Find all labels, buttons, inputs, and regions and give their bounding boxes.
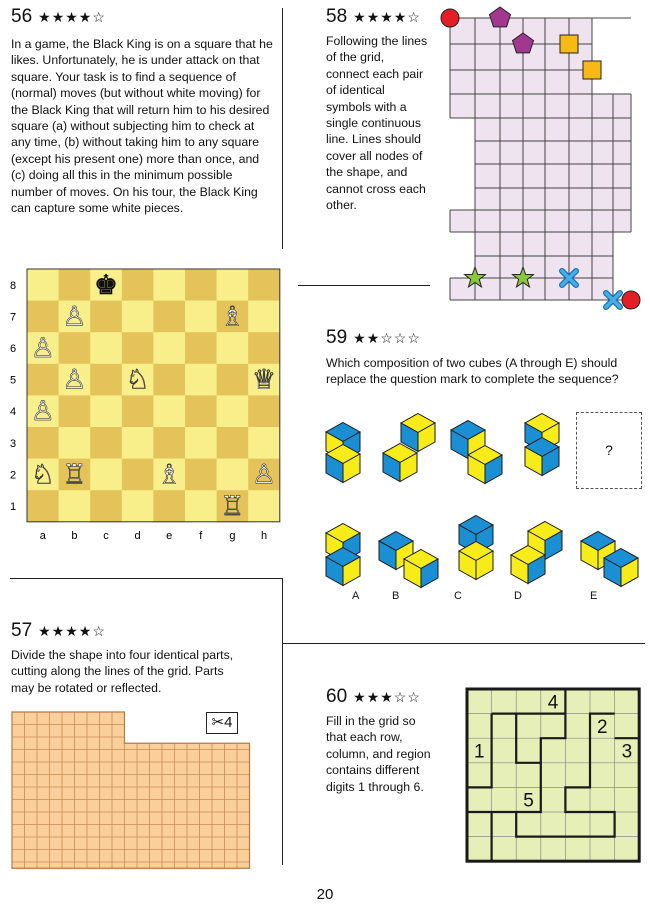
grid-cell bbox=[500, 70, 523, 94]
grid-cell bbox=[523, 118, 545, 141]
given-digit: 5 bbox=[523, 790, 534, 812]
chess-board bbox=[0, 262, 290, 552]
cube-pair-sequence-2 bbox=[383, 414, 435, 482]
cube-pair-option-b bbox=[379, 532, 438, 588]
chess-piece-white-pawn: ♙ bbox=[30, 333, 55, 363]
board-square bbox=[59, 269, 91, 301]
chess-piece-white-bishop: ♗ bbox=[220, 301, 245, 332]
puzzle-59-header bbox=[326, 327, 421, 349]
given-digit: 2 bbox=[597, 716, 608, 738]
chess-piece-white-rook: ♖ bbox=[220, 491, 245, 521]
chess-piece-white-pawn: ♙ bbox=[62, 301, 87, 332]
rank-label: 5 bbox=[10, 374, 17, 387]
purple-pentagon-icon bbox=[490, 7, 511, 27]
given-digit: 4 bbox=[547, 692, 559, 714]
grid-cell bbox=[545, 188, 569, 210]
grid-cell bbox=[592, 94, 613, 118]
board-square bbox=[248, 269, 280, 301]
grid-cell bbox=[569, 188, 592, 210]
grid-cell bbox=[475, 70, 500, 94]
grid-cell bbox=[613, 94, 631, 118]
puzzle-58-header bbox=[326, 6, 421, 28]
grid-cell bbox=[592, 210, 613, 232]
grid-cell bbox=[450, 94, 475, 118]
board-square bbox=[153, 395, 185, 427]
puzzle-56-header bbox=[11, 6, 106, 28]
board-square bbox=[122, 301, 154, 333]
grid-cell bbox=[523, 70, 545, 94]
question-mark: ? bbox=[605, 442, 613, 458]
shape-fill bbox=[12, 712, 250, 868]
grid-cell bbox=[592, 118, 613, 141]
chess-piece-white-rook: ♖ bbox=[62, 459, 87, 490]
board-square bbox=[217, 459, 249, 491]
puzzle-60-header bbox=[326, 686, 421, 708]
board-square bbox=[122, 459, 154, 491]
option-label-d[interactable]: D bbox=[514, 590, 522, 602]
puzzle-number: 59 bbox=[326, 327, 348, 348]
puzzle-59-text: Which composition of two cubes (A through E) should replace the question mark to complete the sequence? bbox=[326, 356, 619, 387]
grid-cell bbox=[500, 188, 523, 210]
grid-cell bbox=[613, 141, 631, 164]
grid-cell bbox=[569, 141, 592, 164]
chess-piece-white-pawn: ♙ bbox=[62, 364, 87, 395]
board-square bbox=[217, 332, 249, 364]
board-square bbox=[90, 427, 122, 459]
grid-cell bbox=[500, 210, 523, 232]
chess-piece-white-knight: ♘ bbox=[30, 459, 55, 490]
link-grid bbox=[436, 0, 650, 318]
rank-label: 7 bbox=[10, 311, 17, 324]
file-label: c bbox=[103, 529, 109, 542]
board-square bbox=[90, 459, 122, 491]
grid-cell bbox=[569, 94, 592, 118]
board-square bbox=[153, 364, 185, 396]
board-square bbox=[27, 301, 59, 333]
file-label: e bbox=[166, 529, 173, 542]
chess-piece-white-bishop: ♗ bbox=[157, 459, 182, 490]
board-square bbox=[27, 269, 59, 301]
cube-pair-option-d bbox=[511, 522, 562, 584]
board-square bbox=[248, 301, 280, 333]
cube-pair-sequence-4 bbox=[525, 414, 559, 476]
grid-cell bbox=[613, 210, 631, 232]
board-square bbox=[90, 490, 122, 522]
divider-59-60 bbox=[282, 643, 645, 644]
cube-pair-option-a bbox=[326, 524, 360, 586]
sudoku-grid bbox=[464, 686, 644, 864]
page-number: 20 bbox=[316, 886, 334, 903]
board-square bbox=[59, 332, 91, 364]
grid-cell bbox=[592, 164, 613, 188]
puzzle-57-text: Divide the shape into four identical parts, cutting along the lines of the grid. Parts may be rotated or reflected. bbox=[11, 648, 234, 695]
grid-cell bbox=[545, 164, 569, 188]
board-square bbox=[217, 269, 249, 301]
file-label: f bbox=[199, 529, 203, 542]
grid-cell bbox=[475, 164, 500, 188]
file-label: g bbox=[229, 529, 236, 542]
grid-cell bbox=[450, 210, 475, 232]
grid-cell bbox=[613, 164, 631, 188]
grid-cell bbox=[475, 141, 500, 164]
puzzle-number: 56 bbox=[11, 6, 33, 27]
board-square bbox=[217, 395, 249, 427]
board-square bbox=[248, 332, 280, 364]
rank-label: 1 bbox=[10, 501, 17, 513]
board-square bbox=[90, 301, 122, 333]
board-square bbox=[153, 490, 185, 522]
grid-cell bbox=[475, 188, 500, 210]
option-label-e[interactable]: E bbox=[590, 590, 598, 602]
rank-label: 8 bbox=[10, 279, 17, 292]
grid-cell bbox=[500, 164, 523, 188]
grid-cell bbox=[523, 141, 545, 164]
grid-cell bbox=[545, 210, 569, 232]
grid-cell bbox=[569, 164, 592, 188]
board-square bbox=[153, 301, 185, 333]
grid-cell bbox=[613, 188, 631, 210]
difficulty-stars: ★★★★☆ bbox=[38, 623, 106, 639]
grid-cell bbox=[500, 232, 523, 256]
puzzle-58-text: Following the lines of the grid, connect each pair of identical symbols with a single continuous line. Lines should cover all nodes of the shape, and cannot cross each other. bbox=[326, 34, 428, 213]
file-label: b bbox=[71, 529, 78, 542]
divider-56-57 bbox=[10, 578, 282, 579]
file-label: d bbox=[134, 529, 141, 542]
option-label-c[interactable]: C bbox=[454, 590, 462, 602]
board-square bbox=[185, 269, 217, 301]
board-square bbox=[185, 459, 217, 491]
board-square bbox=[153, 427, 185, 459]
grid-cell bbox=[592, 232, 613, 256]
board-square bbox=[59, 427, 91, 459]
given-digit: 3 bbox=[621, 741, 633, 763]
difficulty-stars: ★★★★☆ bbox=[38, 9, 106, 25]
puzzle-57-header bbox=[11, 620, 106, 642]
cube-pair-option-c bbox=[459, 516, 493, 580]
board-square bbox=[90, 395, 122, 427]
rank-label: 4 bbox=[10, 406, 17, 419]
board-square bbox=[217, 364, 249, 396]
board-square bbox=[248, 427, 280, 459]
rank-label: 3 bbox=[10, 437, 17, 450]
grid-cell bbox=[475, 94, 500, 118]
board-square bbox=[185, 332, 217, 364]
board-square bbox=[122, 332, 154, 364]
rank-label: 2 bbox=[10, 469, 17, 482]
chess-piece-white-pawn: ♙ bbox=[251, 459, 277, 490]
grid-cell bbox=[592, 188, 613, 210]
difficulty-stars: ★★★★☆ bbox=[353, 9, 421, 25]
board-square bbox=[90, 364, 122, 396]
file-label: a bbox=[39, 529, 46, 542]
board-square bbox=[248, 490, 280, 522]
board-square bbox=[59, 395, 91, 427]
board-square bbox=[59, 490, 91, 522]
board-square bbox=[122, 395, 154, 427]
option-label-a[interactable]: A bbox=[352, 590, 360, 602]
board-square bbox=[185, 490, 217, 522]
orange-square-icon bbox=[560, 35, 578, 53]
board-square bbox=[185, 364, 217, 396]
grid-cell bbox=[523, 94, 545, 118]
board-square bbox=[248, 395, 280, 427]
grid-cell bbox=[545, 70, 569, 94]
chess-piece-white-pawn: ♙ bbox=[30, 396, 55, 427]
grid-cell bbox=[500, 118, 523, 141]
divider-58-59 bbox=[298, 285, 430, 286]
times-four-badge bbox=[206, 712, 238, 734]
grid-cell bbox=[569, 232, 592, 256]
grid-cell bbox=[523, 232, 545, 256]
grid-cell bbox=[592, 256, 613, 278]
grid-cell bbox=[475, 118, 500, 141]
grid-cell bbox=[523, 164, 545, 188]
scissors-icon: ✂ bbox=[211, 714, 225, 731]
puzzle-number: 60 bbox=[326, 686, 348, 707]
board-square bbox=[185, 395, 217, 427]
difficulty-stars: ★★☆☆☆ bbox=[353, 330, 421, 346]
grid-cell bbox=[592, 141, 613, 164]
grid-cell bbox=[545, 232, 569, 256]
chess-piece-white-knight: ♘ bbox=[125, 364, 150, 395]
red-circle-icon bbox=[622, 291, 640, 309]
board-square bbox=[122, 269, 154, 301]
cube-pair-sequence-1 bbox=[326, 423, 360, 483]
red-circle-icon bbox=[441, 9, 459, 27]
grid-cell bbox=[613, 118, 631, 141]
chess-piece-white-queen: ♕ bbox=[251, 364, 277, 395]
grid-cell bbox=[500, 94, 523, 118]
grid-cell bbox=[500, 141, 523, 164]
orange-square-icon bbox=[583, 61, 601, 79]
board-square bbox=[153, 269, 185, 301]
grid-cell bbox=[475, 44, 500, 70]
grid-background bbox=[467, 689, 639, 861]
cube-pair-sequence-3 bbox=[451, 421, 502, 484]
board-square bbox=[153, 332, 185, 364]
option-labels bbox=[0, 590, 650, 604]
column-divider-top bbox=[282, 8, 283, 249]
grid-cell bbox=[523, 210, 545, 232]
board-square bbox=[185, 427, 217, 459]
grid-cell bbox=[450, 44, 475, 70]
given-digit: 1 bbox=[474, 741, 485, 763]
option-label-b[interactable]: B bbox=[392, 590, 400, 602]
cube-pair-option-e bbox=[581, 532, 638, 587]
question-box bbox=[576, 412, 642, 489]
board-square bbox=[122, 490, 154, 522]
puzzle-60-text: Fill in the grid so that each row, column, and region contains different digits 1 through 6. bbox=[326, 714, 431, 794]
grid-cell bbox=[545, 94, 569, 118]
grid-cell bbox=[569, 118, 592, 141]
puzzle-number: 57 bbox=[11, 620, 33, 641]
puzzle-number: 58 bbox=[326, 6, 348, 27]
grid-cell bbox=[545, 141, 569, 164]
board-square bbox=[217, 427, 249, 459]
board-square bbox=[90, 332, 122, 364]
badge-count: 4 bbox=[224, 714, 233, 731]
board-square bbox=[27, 364, 59, 396]
chess-piece-black-king: ♚ bbox=[93, 269, 119, 300]
board-square bbox=[185, 301, 217, 333]
grid-cell bbox=[569, 210, 592, 232]
file-label: h bbox=[260, 529, 268, 542]
difficulty-stars: ★★★☆☆ bbox=[353, 689, 421, 705]
grid-cell bbox=[450, 70, 475, 94]
board-square bbox=[27, 490, 59, 522]
grid-cell bbox=[475, 232, 500, 256]
puzzle-56-text: In a game, the Black King is on a square that he likes. Unfortunately, he is under attack on that square. Your task is to find a sequence of (normal) moves (but without white moving) for the Black King that will return him to his desired square (a) without subjecting him to check at any time, (b) without taking him to any square (except his present one) more than once, and (c) doing all this in the minimum possible number of moves. On his tour, the Black King can capture some white pieces. bbox=[11, 37, 273, 216]
column-divider-bottom bbox=[282, 578, 283, 865]
grid-cell bbox=[545, 118, 569, 141]
grid-cell bbox=[523, 188, 545, 210]
rank-label: 6 bbox=[10, 343, 17, 355]
board-square bbox=[27, 427, 59, 459]
grid-cell bbox=[475, 210, 500, 232]
board-square bbox=[122, 427, 154, 459]
